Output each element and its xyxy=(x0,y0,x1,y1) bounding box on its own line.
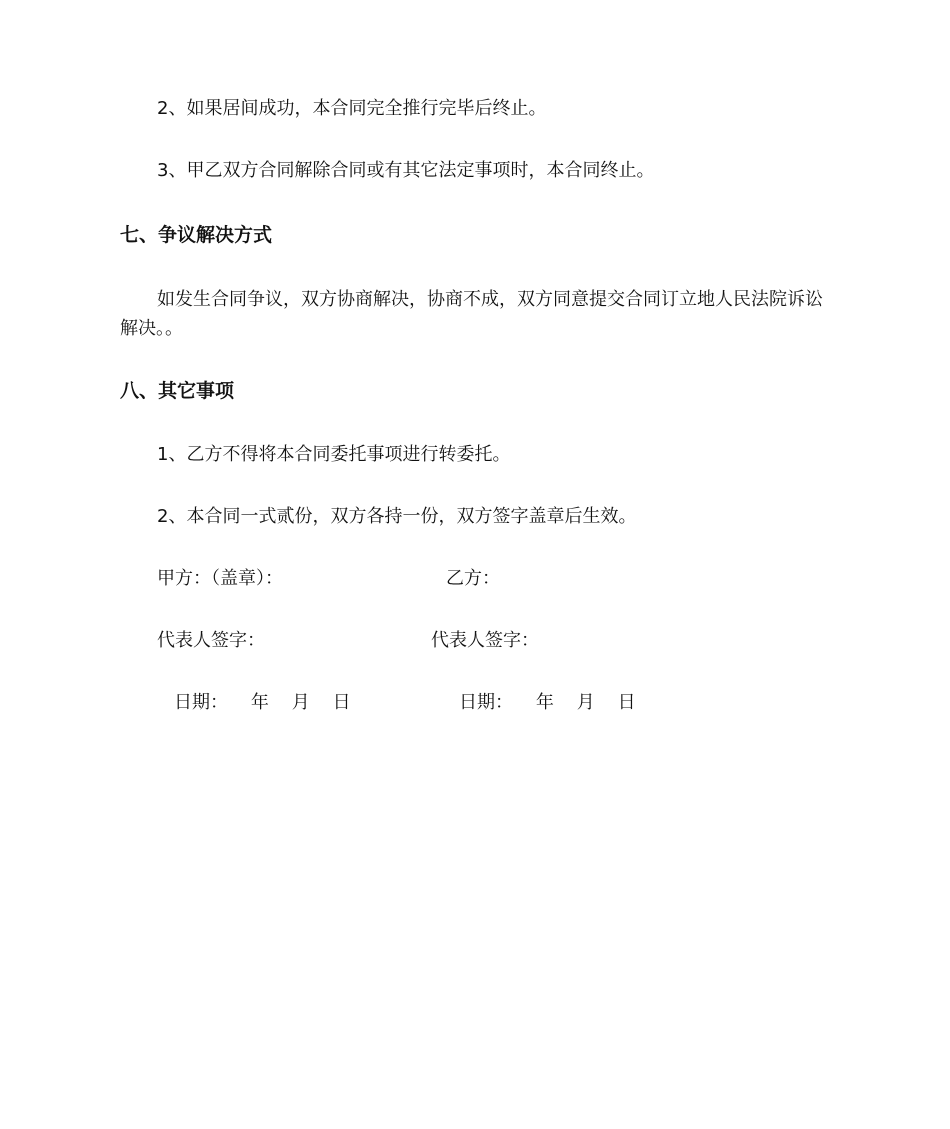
date-b-label: 日期： 年 月 日 xyxy=(459,692,636,713)
section8-item-1: 1、乙方不得将本合同委托事项进行转委托。 xyxy=(157,444,511,465)
section7-paragraph: 如发生合同争议，双方协商解决，协商不成，双方同意提交合同订立地人民法院诉讼解决。。 xyxy=(120,289,823,339)
section8-heading: 八、其它事项 xyxy=(120,380,235,402)
section6-item-3: 3、甲乙双方合同解除合同或有其它法定事项时，本合同终止。 xyxy=(157,160,655,181)
rep-b-signature-label: 代表人签字： xyxy=(431,630,539,651)
rep-a-signature-label: 代表人签字： xyxy=(157,630,265,651)
party-a-label: 甲方：（盖章）： xyxy=(157,568,283,589)
party-b-label: 乙方： xyxy=(446,568,500,589)
section8-item-2: 2、本合同一式贰份，双方各持一份，双方签字盖章后生效。 xyxy=(157,506,637,527)
section6-item-2: 2、如果居间成功，本合同完全推行完毕后终止。 xyxy=(157,98,547,119)
section7-heading: 七、争议解决方式 xyxy=(120,224,273,246)
date-a-label: 日期： 年 月 日 xyxy=(174,692,351,713)
